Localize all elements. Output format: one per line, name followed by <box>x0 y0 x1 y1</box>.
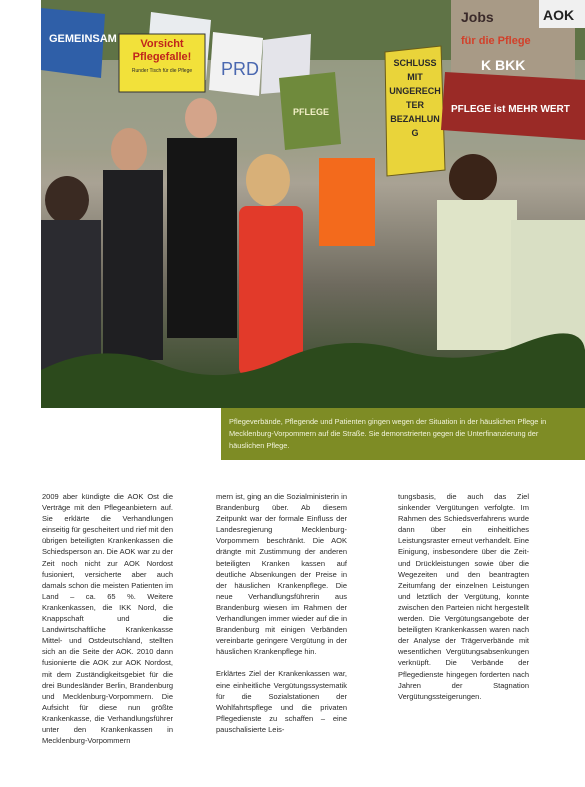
photo-caption: Pflegeverbände, Pflegende und Patienten gingen wegen der Situation in der häuslichen Pflege in Mecklenburg-Vorpommern auf die Straße. Sie demonstrierten gegen die Unterfinanzierung der häuslichen Pflege. <box>229 417 547 451</box>
sign-mid-text: PRD <box>221 59 260 79</box>
person-black-shirt-body <box>167 138 237 338</box>
text-column-1 <box>42 491 173 757</box>
person-red-shirt-head <box>246 154 290 206</box>
person-right-body <box>437 200 517 350</box>
column-2-paragraph-1: mern ist, ging an die Sozialministerin in Brandenburg über. Ab diesem Zeitpunkt war der formale Einfluss der Landesregierung Mecklenburg-Vorpommern beschränkt. Die AOK drängte mit Zustimmung der anderen beteiligten Kranken kassen auf deutliche Absenkungen der Preise in der häuslichen Krankenpflege. Die neue Verhandlungsführerin aus Brandenburg wiesen im Rahmen der Verhandlungen immer wieder auf die in Brandenburg mit einigen Verbänden vereinbarte geringere Vergütung in der häuslichen Krankenpflege hin. <box>216 492 347 657</box>
vorsicht-pflegefalle-sign <box>119 34 205 92</box>
photo-caption-box <box>221 408 585 460</box>
person-camera-head <box>111 128 147 172</box>
banner-left-text: GEMEINSAM <box>49 33 117 45</box>
column-1-paragraph-1: 2009 aber kündigte die AOK Ost die Verträge mit den Pflegeanbietern auf. Sie erklärte die Verhandlungen einseitig für gescheitert und rief mit den übrigen beteiligten Krankenkassen die Schiedsperson an. Die AOK war zu der Zeit noch nicht zur AOK Nordost fusioniert, versicherte aber auch damals schon die meisten Patienten im Land – ca. 65 %. Weitere Krankenkassen, die IKK Nord, die Knappschaft und die Landwirtschaftliche Krankenkasse Mittel- und Ostdeutschland, stellten sich an die Seite der AOK. 2010 dann fusionierte die AOK zur AOK Nordost, mit dem Zuständigkeitsgebiet für die drei Bundesländer Berlin, Brandenburg und Mecklenburg-Vorpommern. Die Aufsicht für diese nun größte Krankenkasse, die Verhandlungsführer unter den Krankenkassen in Mecklenburg-Vorpommern <box>42 492 173 746</box>
person-right-head <box>449 154 497 202</box>
white-sign-mid <box>209 32 263 96</box>
tall-yellow-sign <box>385 46 445 176</box>
sign-top-right-3: K BKK <box>481 57 526 73</box>
person-red-shirt-body <box>239 206 303 376</box>
sign-tall-text: SCHLUSS MIT UNGERECHTER BEZAHLUNG <box>389 58 441 138</box>
person-left-head <box>45 176 89 224</box>
banner-right-text: PFLEGE ist MEHR WERT <box>451 104 570 115</box>
person-black-shirt-head <box>185 98 217 138</box>
sign-green-text: PFLEGE <box>293 107 330 117</box>
column-3-paragraph-1: tungsbasis, die auch das Ziel sinkender Vergütungen verfolgte. Im Rahmen des Schiedsverfahrens wurde dann über ein einheitliches Leistungsraster erneut verhandelt. Eine Einigung, insbesondere über die Zeit- und Drückleistungen sowie über die Wegezeiten und den beantragten Zeitumfang der einzelnen Leistungen und letztlich der Vergütung, konnte zwischen den Parteien nicht hergestellt werden. Die Vergütungsangebote der beteiligten Krankenkassen waren nach der Analyse der Trägerverbände mit wesentlichen Vergütungsabsenkungen verknüpft. Die Verbände der Pflegedienste hingegen forderten nach Jahren der Stagnation Vergütungssteigerungen. <box>398 492 529 701</box>
sign-pflegefalle-title: Vorsicht Pflegefalle! <box>132 38 192 63</box>
green-sign <box>279 72 341 150</box>
sign-aok-text: AOK <box>543 7 575 23</box>
orange-vest-person <box>319 158 375 246</box>
sign-top-right-2: für die Pflege <box>461 35 531 47</box>
red-banner-right <box>441 72 585 140</box>
sign-pflegefalle-sub: Runder Tisch für die Pflege <box>131 68 193 74</box>
person-camera-body <box>103 170 163 360</box>
text-column-3 <box>398 491 529 713</box>
protest-scene <box>41 0 585 408</box>
column-2-paragraph-2: Erklärtes Ziel der Krankenkassen war, eine einheitliche Vergütungssystematik für die Sozialstationen der Wohlfahrtspflege und die privaten Pflegedienste zu schaffen – eine pauschalisierte Leis- <box>216 669 347 734</box>
text-column-2 <box>216 491 347 746</box>
demonstration-photo <box>41 0 585 408</box>
sign-top-right-1: Jobs <box>461 9 494 25</box>
